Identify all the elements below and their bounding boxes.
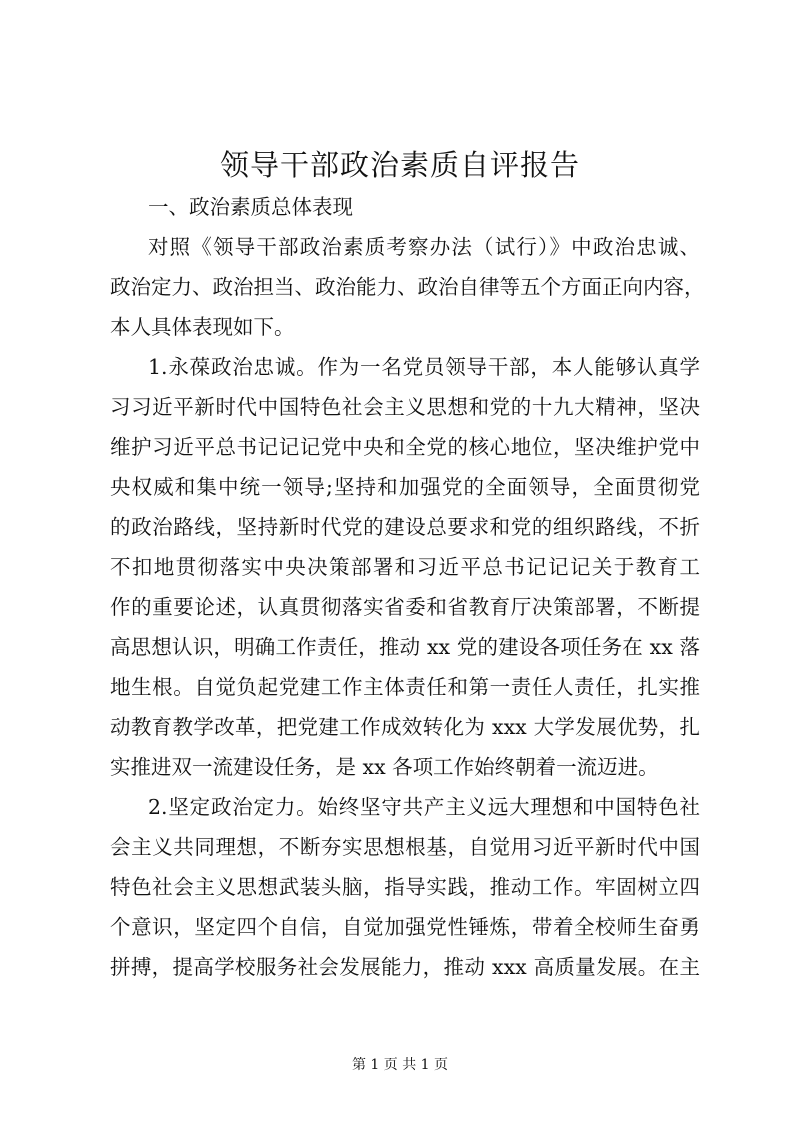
body-line-13: 动教育教学改革，把党建工作成效转化为 xxx 大学发展优势，扎 (110, 715, 700, 739)
body-line-8: 的政治路线，坚持新时代党的建设总要求和党的组织路线，不折 (110, 515, 700, 539)
body-line-18: 个意识，坚定四个自信，自觉加强党性锤炼，带着全校师生奋勇 (110, 915, 700, 939)
page-number-footer: 第 1 页 共 1 页 (351, 1057, 449, 1073)
body-line-9: 不扣地贯彻落实中央决策部署和习近平总书记记记关于教育工 (110, 555, 700, 579)
body-line-7: 央权威和集中统一领导;坚持和加强党的全面领导，全面贯彻党 (110, 475, 700, 499)
body-line-14: 实推进双一流建设任务，是 xx 各项工作始终朝着一流迈进。 (110, 755, 659, 779)
body-line-6: 维护习近平总书记记记党中央和全党的核心地位，坚决维护党中 (110, 435, 700, 459)
body-line-19: 拼搏，提高学校服务社会发展能力，推动 xxx 高质量发展。在主 (110, 955, 700, 979)
body-line-4: 1.永葆政治忠诚。作为一名党员领导干部，本人能够认真学 (148, 355, 700, 379)
body-line-3: 本人具体表现如下。 (110, 315, 295, 339)
document-title: 领导干部政治素质自评报告 (219, 148, 580, 182)
body-line-10: 作的重要论述，认真贯彻落实省委和省教育厅决策部署，不断提 (110, 595, 700, 619)
body-line-12: 地生根。自觉负起党建工作主体责任和第一责任人责任，扎实推 (110, 675, 700, 699)
body-line-16: 会主义共同理想，不断夯实思想根基，自觉用习近平新时代中国 (110, 835, 700, 859)
body-line-5: 习习近平新时代中国特色社会主义思想和党的十九大精神，坚决 (110, 395, 700, 419)
body-line-17: 特色社会主义思想武装头脑，指导实践，推动工作。牢固树立四 (110, 875, 700, 899)
body-line-2: 政治定力、政治担当、政治能力、政治自律等五个方面正向内容， (110, 275, 705, 299)
section-heading: 一、政治素质总体表现 (148, 195, 353, 219)
body-line-15: 2.坚定政治定力。始终坚守共产主义远大理想和中国特色社 (148, 795, 700, 819)
body-line-11: 高思想认识，明确工作责任，推动 xx 党的建设各项任务在 xx 落 (110, 635, 700, 659)
body-line-1: 对照《领导干部政治素质考察办法（试行）》中政治忠诚、 (148, 235, 700, 259)
